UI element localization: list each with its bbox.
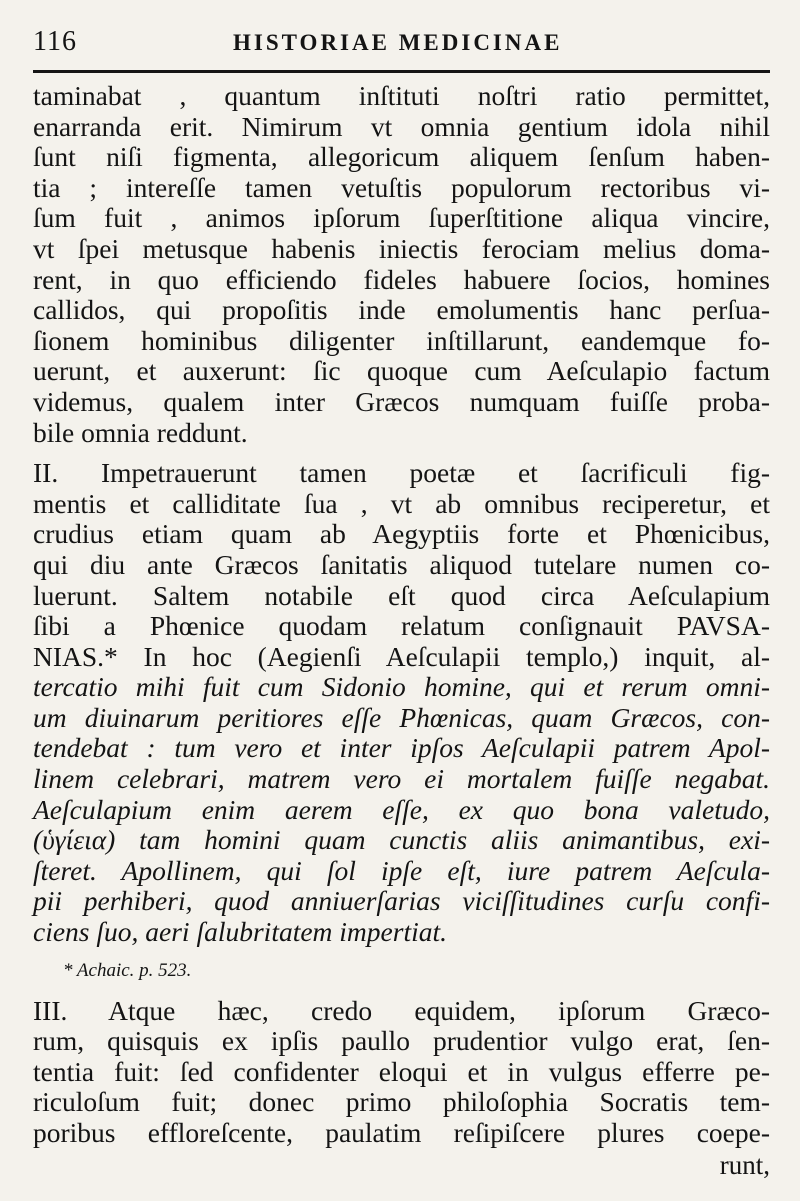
text-line: linem celebrari, matrem vero ei mortalem fuiſſe negabat. [33, 763, 770, 795]
page-number: 116 [33, 26, 77, 57]
running-header [33, 26, 770, 73]
text-line: III. Atque hæc, credo equidem, ipſorum Græco- [33, 994, 770, 1026]
paragraph [33, 81, 770, 448]
text-line: riculoſum fuit; donec primo philoſophia Socratis tem- [33, 1086, 770, 1118]
paragraph [33, 458, 770, 948]
text-line: taminabat , quantum inſtituti noſtri ratio permittet, [33, 80, 770, 111]
text-line: callidos, qui propoſitis inde emolumentis hanc perſua- [33, 294, 770, 326]
text-line: tentia fuit: ſed confidenter eloqui et in vulgus efferre pe- [33, 1055, 770, 1087]
text-line: poribus effloreſcente, paulatim reſipiſcere plures coepe- [33, 1117, 770, 1148]
text-line: ciens ſuo, aeri ſalubritatem impertiat. [33, 916, 447, 948]
text-line: videmus, qualem inter Græcos numquam fuiſſe proba- [33, 385, 770, 417]
text-line: ſteret. Apollinem, qui ſol ipſe eſt, iure patrem Aeſcula- [33, 854, 770, 886]
text-line: (ὑγίεια) tam homini quam cunctis aliis animantibus, exi- [33, 824, 770, 856]
text-line: rent, in quo efficiendo fideles habuere ſocios, homines [33, 263, 770, 295]
catchword: runt, [719, 1150, 770, 1180]
text-line: enarranda erit. Nimirum vt omnia gentium idola nihil [33, 110, 770, 142]
text-line: Aeſculapium enim aerem eſſe, ex quo bona valetudo, [33, 793, 770, 825]
text-line: luerunt. Saltem notabile eſt quod circa Aeſculapium [33, 579, 770, 611]
text-line: crudius etiam quam ab Aegyptiis forte et Phœnicibus, [33, 518, 770, 550]
text-line: mentis et calliditate ſua , vt ab omnibus reciperetur, et [33, 487, 770, 519]
text-line: ſum fuit , animos ipſorum ſuperſtitione aliqua vincire, [33, 202, 770, 234]
text-line: vt ſpei metusque habenis iniectis ferociam melius doma- [33, 232, 770, 264]
body-text [33, 81, 770, 1149]
text-line: um diuinarum peritiores eſſe Phœnicas, quam Græcos, con- [33, 701, 770, 733]
text-line: tia ; intereſſe tamen vetuſtis populorum rectoribus vi- [33, 171, 770, 203]
text-line: II. Impetrauerunt tamen poetæ et ſacrificuli fig- [33, 457, 770, 489]
text-line: tendebat : tum vero et inter ipſos Aeſculapii patrem Apol- [33, 732, 770, 764]
text-line: ſunt niſi figmenta, allegoricum aliquem ſenſum haben- [33, 141, 770, 173]
text-line: bile omnia reddunt. [33, 416, 248, 448]
text-line: rum, quisquis ex ipſis paullo prudentior vulgo erat, ſen- [33, 1025, 770, 1057]
text-line: ſibi a Phœnice quodam relatum conſignauit PAVSA- [33, 610, 770, 642]
text-line: NIAS.* In hoc (Aegienſi Aeſculapii templo,) inquit, al- [33, 640, 770, 672]
running-title: HISTORIAE MEDICINAE [233, 30, 563, 55]
footnote: * Achaic. p. 523. [63, 959, 192, 981]
paragraph [33, 996, 770, 1149]
text-line: tercatio mihi fuit cum Sidonio homine, qui et rerum omni- [33, 671, 770, 703]
text-line: qui diu ante Græcos ſanitatis aliquod tutelare numen co- [33, 548, 770, 580]
text-line: uerunt, et auxerunt: ſic quoque cum Aeſculapio factum [33, 355, 770, 387]
text-line: pii perhiberi, quod anniuerſarias viciſſitudines curſu confi- [33, 885, 770, 917]
text-line: ſionem hominibus diligenter inſtillarunt, eandemque fo- [33, 324, 770, 356]
